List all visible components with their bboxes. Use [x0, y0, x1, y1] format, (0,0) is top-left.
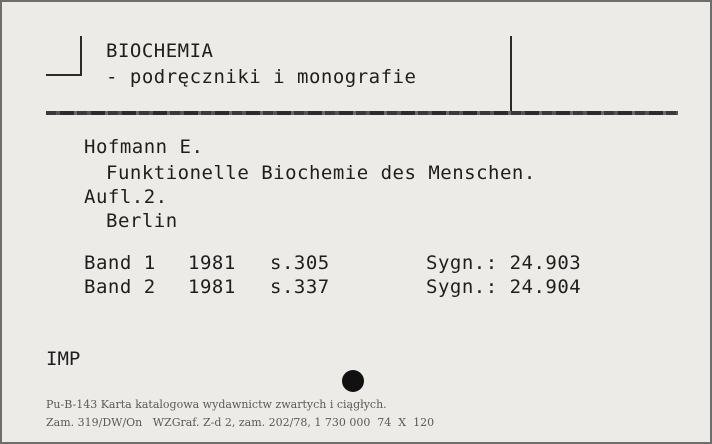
entry-author: Hofmann E.: [84, 136, 204, 158]
subject-heading-title: BIOCHEMIA: [106, 40, 214, 62]
volume-1-year: 1981: [188, 252, 236, 274]
footer-print-info: Zam. 319/DW/On WZGraf. Z-d 2, zam. 202/78, 1 730 000 74 X 120: [46, 416, 435, 429]
subject-heading: [106, 38, 416, 90]
punch-hole: [342, 370, 364, 392]
entry-title: Funktionelle Biochemie des Menschen.: [106, 162, 536, 184]
imp-label: IMP: [46, 348, 81, 370]
entry-place: Berlin: [106, 210, 178, 232]
separator-rule: [46, 111, 678, 115]
volume-2-call-number: Sygn.: 24.904: [426, 276, 582, 298]
volume-2-band: Band 2: [84, 276, 156, 298]
header-bracket-vertical-line: [80, 36, 82, 76]
volume-1-call-number: Sygn.: 24.903: [426, 252, 582, 274]
volume-2-year: 1981: [188, 276, 236, 298]
entry-edition: Aufl.2.: [84, 186, 168, 208]
footer-form-id: Pu-B-143 Karta katalogowa wydawnictw zwartych i ciągłych.: [46, 398, 387, 411]
header-bracket-horizontal-line: [46, 74, 82, 76]
subject-heading-subtitle: - podręczniki i monografie: [106, 66, 417, 88]
volume-1-band: Band 1: [84, 252, 156, 274]
header-divider-line: [510, 36, 512, 112]
volume-1-pages: s.305: [270, 252, 330, 274]
volume-2-pages: s.337: [270, 276, 330, 298]
